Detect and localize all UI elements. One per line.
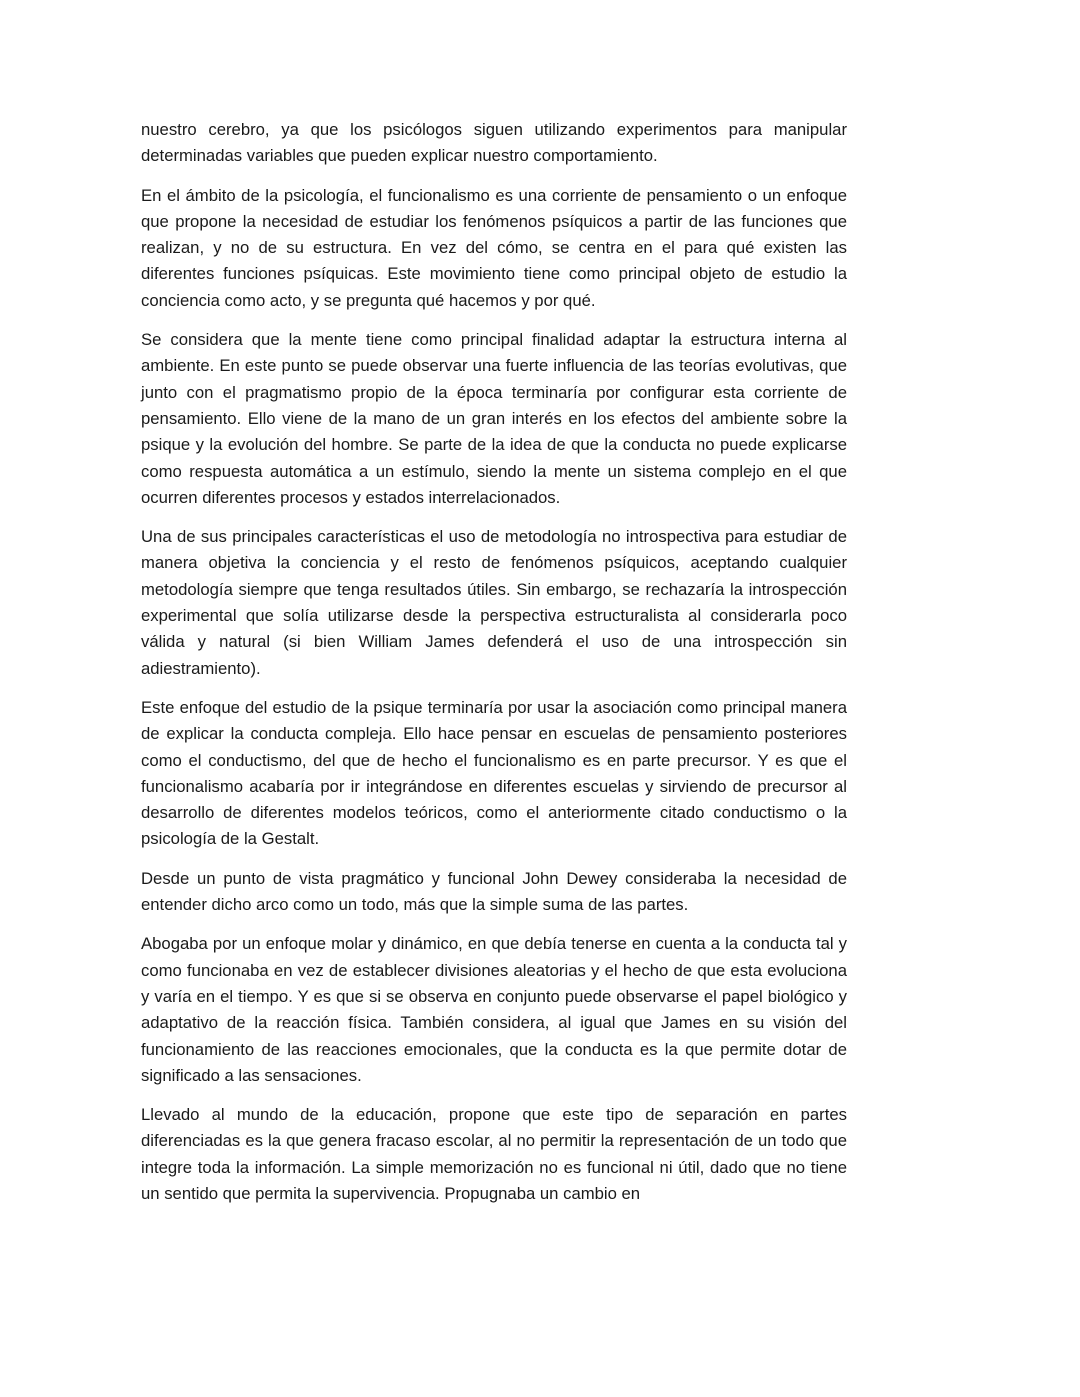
paragraph-5: Este enfoque del estudio de la psique terminaría por usar la asociación como principal manera de explicar la conducta compleja. Ello hace pensar en escuelas de pensamiento posteriores como el conductismo, del que de hecho el funcionalismo es en parte precursor. Y es que el funcionalismo acabaría por ir integrándose en diferentes escuelas y sirviendo de precursor al desarrollo de diferentes modelos teóricos, como el anteriormente citado conductismo o la psicología de la Gestalt. — [141, 697, 847, 849]
paragraph-3: Se considera que la mente tiene como principal finalidad adaptar la estructura interna al ambiente. En este punto se puede observar una fuerte influencia de las teorías evolutivas, que junto con el pragmatismo propio de la época terminaría por configurar esta corriente de pensamiento. Ello viene de la mano de un gran interés en los efectos del ambiente sobre la psique y la evolución del hombre. Se parte de la idea de que la conducta no puede explicarse como respuesta automática a un estímulo, siendo la mente un sistema complejo en el que ocurren diferentes procesos y estados interrelacionados. — [141, 330, 847, 507]
paragraph-4: Una de sus principales características el uso de metodología no introspectiva para estudiar de manera objetiva la conciencia y el resto de fenómenos psíquicos, aceptando cualquier metodología siempre que tenga resultados útiles. Sin embargo, se rechazaría la introspección experimental que solía utilizarse desde la perspectiva estructuralista al considerarla poco válida y natural (si bien William James defenderá el uso de una introspección sin adiestramiento). — [141, 527, 847, 678]
paragraph-1: nuestro cerebro, ya que los psicólogos siguen utilizando experimentos para manipular determinadas variables que pueden explicar nuestro comportamiento. — [141, 120, 847, 166]
paragraph-2: En el ámbito de la psicología, el funcionalismo es una corriente de pensamiento o un enfoque que propone la necesidad de estudiar los fenómenos psíquicos a partir de las funciones que realizan, y no de su estructura. En vez del cómo, se centra en el para qué existen las diferentes funciones psíquicas. Este movimiento tiene como principal objeto de estudio la conciencia como acto, y se pregunta qué hacemos y por qué. — [141, 185, 847, 310]
paragraph-6: Desde un punto de vista pragmático y funcional John Dewey consideraba la necesidad de entender dicho arco como un todo, más que la simple suma de las partes. — [141, 868, 847, 915]
paragraph-8: Llevado al mundo de la educación, propone que este tipo de separación en partes diferenciadas es la que genera fracaso escolar, al no permitir la representación de un todo que integre toda la información. La simple memorización no es funcional ni útil, dado que no tiene un sentido que permita la supervivencia. Propugnaba un cambio en — [141, 1105, 847, 1203]
body-text — [141, 117, 847, 1220]
paragraph-7: Abogaba por un enfoque molar y dinámico, en que debía tenerse en cuenta a la conducta tal y como funcionaba en vez de establecer divisiones aleatorias y el hecho de que esta evoluciona y varía en el tiempo. Y es que si se observa en conjunto puede observarse el papel biológico y adaptativo de la reacción física. También considera, al igual que James en su visión del funcionamiento de las reacciones emocionales, que la conducta es la que permite dotar de significado a las sensaciones. — [141, 934, 847, 1085]
